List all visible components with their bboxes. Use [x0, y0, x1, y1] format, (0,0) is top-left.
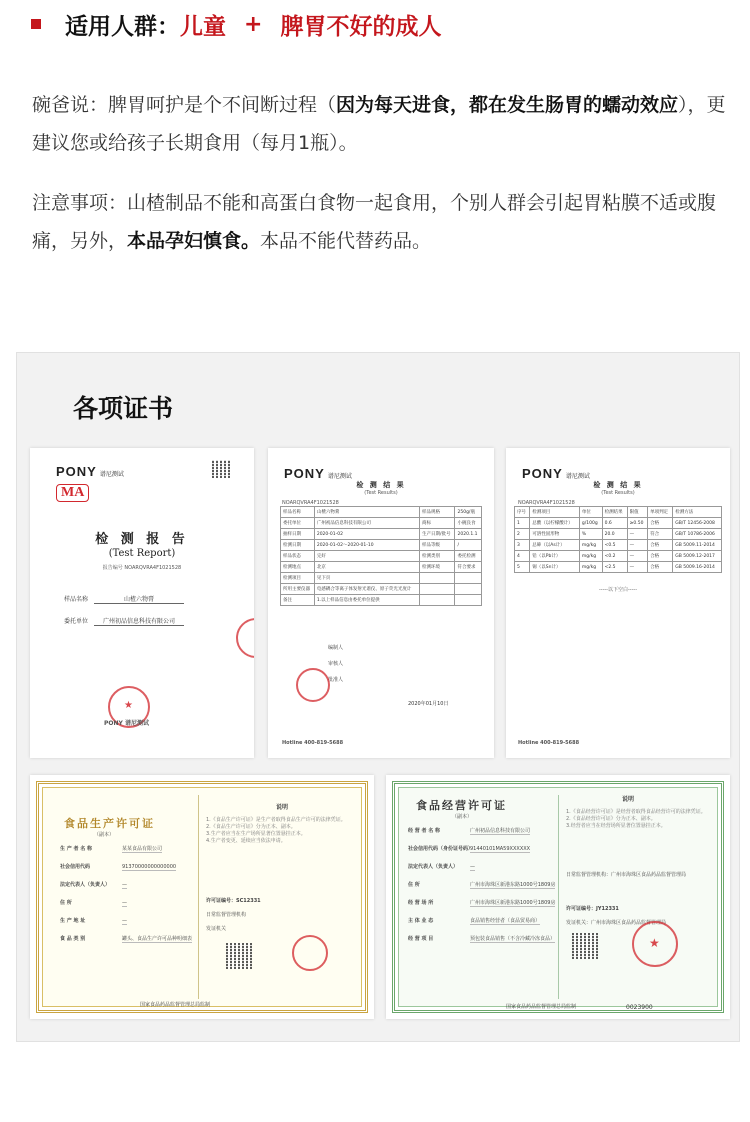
table-cell: [455, 573, 482, 584]
test-results-page[interactable]: [268, 448, 494, 758]
results-title-en: (Test Results): [364, 490, 398, 496]
license-field-row: [408, 827, 530, 836]
license-field-row: [60, 899, 127, 908]
target-group-adults: 脾胃不好的成人: [280, 13, 442, 40]
table-cell: 见下页: [314, 573, 419, 584]
certificates-panel: [16, 352, 740, 1042]
table-cell: 检测日期: [281, 540, 315, 551]
target-group-label: 适用人群：: [65, 13, 180, 40]
license-field-row: [408, 935, 555, 944]
qr-code-icon: [212, 460, 230, 478]
table-cell: 检测结果: [602, 507, 627, 518]
license-field-value: 预包装食品销售（不含冷藏冷冻食品）: [470, 936, 556, 942]
cma-mark: MA: [56, 484, 89, 502]
table-cell: 2: [515, 529, 530, 540]
table-cell: 总酸（以柠檬酸计）: [530, 518, 580, 529]
data-row: [515, 518, 722, 529]
red-seal-stamp: [292, 935, 328, 971]
license-field-label: 法定代表人（负责人）: [408, 864, 459, 870]
table-cell: 3: [515, 540, 530, 551]
report-number: NOARQVRA4F1021528: [518, 500, 575, 506]
red-seal-stamp: [296, 668, 330, 702]
table-cell: 检测方法: [673, 507, 722, 518]
table-cell: [455, 584, 482, 595]
table-cell: GB/T 10786-2006: [673, 529, 722, 540]
table-cell: g/100g: [579, 518, 602, 529]
license-field-row: [60, 917, 127, 926]
license-field-value: 91370000000000000: [122, 864, 177, 870]
table-cell: 样品状态: [281, 551, 315, 562]
results-row: [281, 507, 482, 518]
license-field-row: [60, 845, 162, 854]
license-field-label: 社会信用代码（身份证号码）: [408, 846, 474, 852]
hotline: Hotline 400-819-5688: [518, 740, 580, 746]
precautions-text: 注意事项：山楂制品不能和高蛋白食物一起食用，个别人群会引起胃粘膜不适或腹痛，另外，: [32, 192, 717, 252]
table-cell: —: [627, 529, 647, 540]
table-cell: 检测类别: [420, 551, 455, 562]
table-cell: 样品规格: [420, 507, 455, 518]
license-field-row: [408, 899, 555, 908]
license-footer: 国家食品药品监督管理总局监制: [140, 1002, 211, 1008]
plus-sign: +: [244, 11, 263, 37]
table-cell: 检测环境: [420, 562, 455, 573]
license-number: 许可证编号：JY12331: [566, 906, 619, 912]
issuer: 发证机关：广州市海珠区食品药品监督管理局: [566, 920, 667, 926]
table-cell: [455, 595, 482, 606]
results-row: [281, 595, 482, 606]
data-row: [515, 529, 722, 540]
notes-text: 1.《食品经营许可证》是经营者取得食品经营许可的法律凭证。 2.《食品经营许可证》分为正本、副本。 3.经营者应当在经营场所显著位置悬挂正本。: [566, 809, 706, 829]
license-field-label: 法定代表人（负责人）: [60, 882, 111, 888]
table-cell: 总砷（以As计）: [530, 540, 580, 551]
results-row: [281, 562, 482, 573]
license-field-label: 生 产 者 名 称: [60, 846, 92, 852]
license-field-value: 广州市海珠区新港东路1000号1809房: [470, 882, 556, 888]
license-field-row: [60, 863, 176, 872]
results-row: [281, 518, 482, 529]
license-field-row: [408, 917, 540, 926]
table-cell: 山楂六物膏: [314, 507, 419, 518]
usage-advice-text: 碗爸说：脾胃呵护是个不间断过程（: [32, 94, 337, 116]
results-row: [281, 529, 482, 540]
license-serial: 0023900: [626, 1004, 653, 1011]
license-field-label: 生 产 地 址: [60, 918, 86, 924]
divider: [198, 795, 199, 999]
pony-logo: PONY 谱尼测试: [56, 464, 124, 479]
issuer: 发证机关: [206, 926, 227, 932]
table-cell: 电感耦合等离子体发射光谱仪、原子荧光光度计: [314, 584, 419, 595]
table-cell: GB 5009.16-2014: [673, 562, 722, 573]
table-cell: 合格: [648, 551, 673, 562]
license-field-value: 广州市海珠区新港东路1000号1809房: [470, 900, 556, 906]
license-field-row: [60, 881, 127, 890]
notes-title: 说明: [276, 804, 289, 811]
results-row: [281, 573, 482, 584]
license-title: 食品生产许可证: [64, 817, 155, 830]
table-cell: [420, 573, 455, 584]
pony-logo: PONY 谱尼测试: [522, 466, 590, 481]
license-copy-label: （副本）: [452, 814, 473, 820]
table-cell: 抽样日期: [281, 529, 315, 540]
table-cell: 2020-01-02～2020-01-10: [314, 540, 419, 551]
table-cell: 所用主要仪器: [281, 584, 315, 595]
license-field-label: 食 品 类 别: [60, 936, 86, 942]
precautions-paragraph: [32, 184, 732, 260]
table-cell: 委托检测: [455, 551, 482, 562]
table-cell: GB 5009.11-2014: [673, 540, 722, 551]
results-row: [281, 540, 482, 551]
target-group-header: [0, 0, 750, 48]
table-cell: GB 5009.12-2017: [673, 551, 722, 562]
table-cell: 符合要求: [455, 562, 482, 573]
test-report-cover[interactable]: [30, 448, 254, 758]
food-business-license[interactable]: [386, 775, 730, 1019]
notes-title: 说明: [622, 796, 635, 803]
table-cell: 250g/瓶: [455, 507, 482, 518]
test-data-page[interactable]: [506, 448, 730, 758]
table-cell: 委托单位: [281, 518, 315, 529]
license-field-label: 住 所: [408, 882, 420, 888]
license-field-value: —: [122, 900, 127, 906]
target-group-children: 儿童: [180, 13, 226, 40]
table-cell: 合格: [648, 562, 673, 573]
table-cell: 检测地点: [281, 562, 315, 573]
table-cell: <0.5: [602, 540, 627, 551]
issuing-office: 日常监督管理机构: [206, 912, 247, 918]
table-cell: 1: [515, 518, 530, 529]
table-cell: —: [627, 540, 647, 551]
table-cell: /: [455, 540, 482, 551]
results-row: [281, 551, 482, 562]
table-cell: 检测项目: [281, 573, 315, 584]
report-title-en: (Test Report): [108, 548, 176, 559]
data-row: [515, 562, 722, 573]
license-field-label: 社会信用代码: [60, 864, 91, 870]
approved-by: 批准人: [328, 677, 344, 683]
table-cell: 样品等级: [420, 540, 455, 551]
table-cell: 限值: [627, 507, 647, 518]
table-cell: <0.2: [602, 551, 627, 562]
sample-name-row: 样品名称 山楂六物膏: [64, 594, 184, 604]
table-cell: 广州初品信息科技有限公司: [314, 518, 419, 529]
license-field-value: 某某食品有限公司: [122, 846, 163, 852]
certificates-title: 各项证书: [73, 394, 174, 423]
license-field-value: 罐头、食品生产许可品种明细表: [122, 936, 193, 942]
table-cell: 5: [515, 562, 530, 573]
license-field-value: 食品销售经营者（食品贸易商）: [470, 918, 541, 924]
report-number: 报告编号 NOARQVRA4F1021528: [102, 565, 182, 571]
report-number: NOARQVRA4F1021528: [282, 500, 339, 506]
table-cell: 锡（以Sn计）: [530, 562, 580, 573]
pony-logo: PONY 谱尼测试: [284, 466, 352, 481]
qr-code-icon: [572, 933, 598, 959]
license-number: 许可证编号：SC12331: [206, 898, 261, 904]
table-cell: %: [579, 529, 602, 540]
table-cell: 铅（以Pb计）: [530, 551, 580, 562]
red-seal-stamp: [236, 618, 254, 658]
table-cell: 可溶性固形物: [530, 529, 580, 540]
license-copy-label: （副本）: [94, 832, 115, 838]
table-cell: mg/kg: [579, 562, 602, 573]
table-cell: 商标: [420, 518, 455, 529]
bullet-square-icon: [31, 19, 41, 29]
license-title: 食品经营许可证: [416, 799, 507, 812]
license-field-label: 经 营 项 目: [408, 936, 434, 942]
table-cell: 0.6: [602, 518, 627, 529]
table-cell: —: [627, 551, 647, 562]
table-cell: ≥0.50: [627, 518, 647, 529]
footer-brand: PONY 谱尼测试: [104, 720, 149, 727]
table-cell: 生产日期/批号: [420, 529, 455, 540]
issue-date: 2020年01月10日: [408, 701, 449, 707]
license-field-label: 经 营 场 所: [408, 900, 434, 906]
license-field-label: 主 体 业 态: [408, 918, 434, 924]
table-cell: 4: [515, 551, 530, 562]
table-cell: 小碗良食: [455, 518, 482, 529]
table-cell: <2.5: [602, 562, 627, 573]
client-row: 委托单位 广州初品信息科技有限公司: [64, 616, 184, 626]
pregnancy-warning: 本品孕妇慎食。: [127, 230, 261, 252]
divider: [558, 795, 559, 999]
qr-code-icon: [226, 943, 252, 969]
license-field-value: —: [122, 918, 127, 924]
usage-advice-text-end: ），更建议您或给孩子长期食用（每月1瓶）。: [32, 94, 726, 154]
table-cell: 检测项目: [530, 507, 580, 518]
license-field-row: [408, 845, 530, 854]
table-cell: [420, 595, 455, 606]
results-title-cn: 检 测 结 果: [356, 480, 406, 489]
license-field-value: 91440101MA59XXXXXX: [470, 846, 531, 852]
table-cell: 20.0: [602, 529, 627, 540]
license-footer: 国家食品药品监督管理总局监制: [506, 1004, 577, 1010]
food-production-license[interactable]: [30, 775, 374, 1019]
table-cell: 单项判定: [648, 507, 673, 518]
data-row: [515, 507, 722, 518]
table-cell: 2020-01-02: [314, 529, 419, 540]
seal-star-icon: ★: [649, 936, 660, 950]
table-cell: mg/kg: [579, 551, 602, 562]
license-field-value: —: [122, 882, 127, 888]
table-cell: 备注: [281, 595, 315, 606]
license-field-label: 住 所: [60, 900, 72, 906]
table-cell: 北京: [314, 562, 419, 573]
usage-advice-emphasis: 因为每天进食，都在发生肠胃的蠕动效应: [336, 94, 679, 116]
issuing-office: 日常监督管理机构：广州市海珠区食品药品监督管理局: [566, 872, 687, 878]
table-cell: 完好: [314, 551, 419, 562]
usage-advice-paragraph: [32, 86, 732, 162]
end-of-report: -----以下空白-----: [598, 587, 638, 593]
table-cell: 符合: [648, 529, 673, 540]
data-title-cn: 检 测 结 果: [593, 480, 643, 489]
results-table: [280, 506, 482, 606]
data-table: [514, 506, 722, 573]
notes-text: 1.《食品生产许可证》是生产者取得食品生产许可的法律凭证。 2.《食品生产许可证》分为正本、副本。 3.生产者应当在生产场所显著位置悬挂正本。 4.生产者变更、延续应当依法申请。: [206, 817, 346, 844]
license-field-label: 经 营 者 名 称: [408, 828, 440, 834]
report-title-cn: 检 测 报 告: [95, 532, 189, 547]
hotline: Hotline 400-819-5688: [282, 740, 344, 746]
license-field-row: [408, 881, 555, 890]
table-cell: 单位: [579, 507, 602, 518]
table-cell: mg/kg: [579, 540, 602, 551]
license-field-value: 广州初品信息科技有限公司: [470, 828, 531, 834]
license-field-row: [408, 863, 475, 872]
table-cell: [420, 584, 455, 595]
seal-star-icon: ★: [124, 700, 133, 711]
table-cell: GB/T 12456-2008: [673, 518, 722, 529]
license-field-row: [60, 935, 192, 944]
data-title-en: (Test Results): [601, 490, 635, 496]
data-row: [515, 540, 722, 551]
checked-by: 审核人: [328, 661, 344, 667]
table-cell: —: [627, 562, 647, 573]
table-cell: 合格: [648, 518, 673, 529]
table-cell: 序号: [515, 507, 530, 518]
edited-by: 编制人: [328, 645, 344, 651]
results-row: [281, 584, 482, 595]
precautions-text-end: 本品不能代替药品。: [260, 230, 432, 252]
table-cell: 样品名称: [281, 507, 315, 518]
table-cell: 合格: [648, 540, 673, 551]
data-row: [515, 551, 722, 562]
table-cell: 1.以上样品信息由委托单位提供: [314, 595, 419, 606]
license-field-value: —: [470, 864, 475, 870]
table-cell: 2020.1.1: [455, 529, 482, 540]
